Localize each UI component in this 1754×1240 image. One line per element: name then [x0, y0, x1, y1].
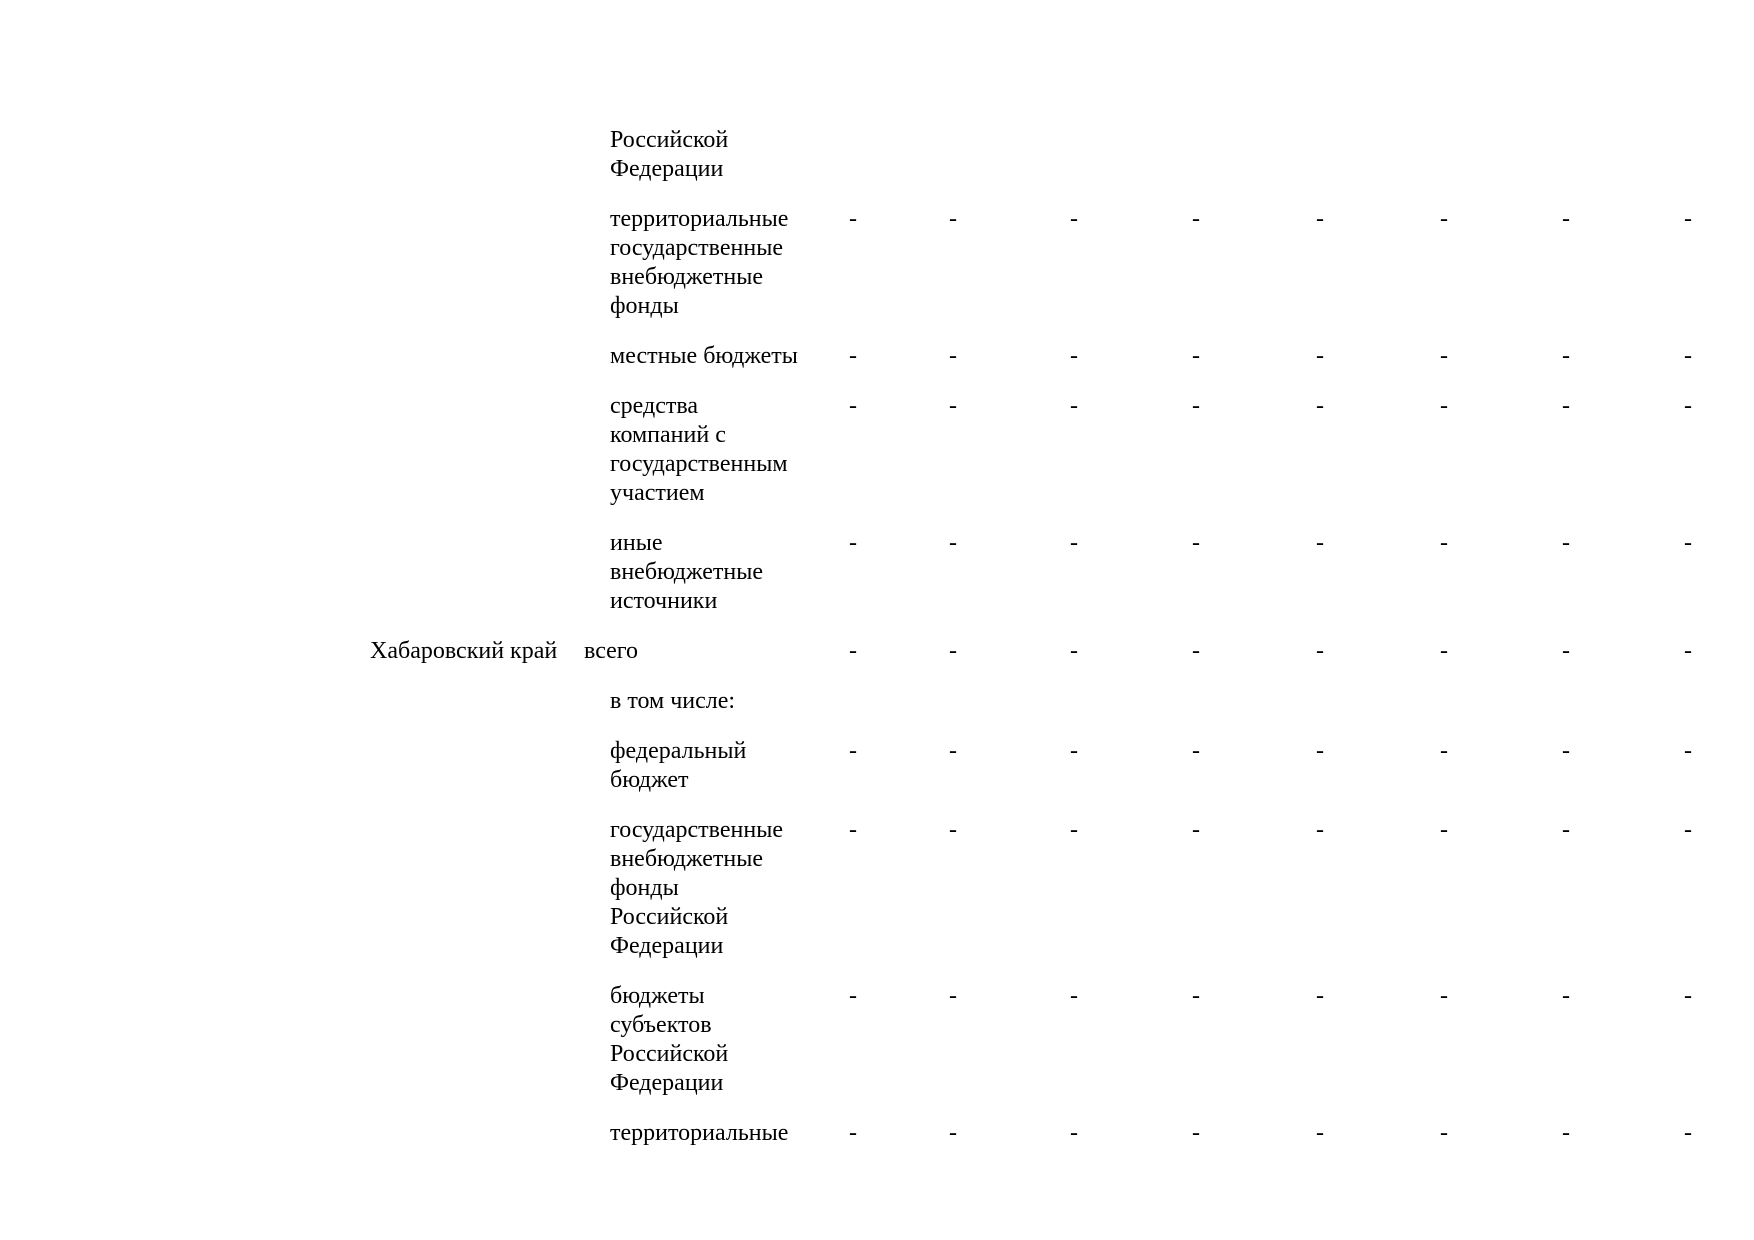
row-label-line: в том числе: — [610, 688, 736, 714]
value-cell: - — [949, 530, 957, 556]
value-cell: - — [949, 393, 957, 419]
row-label-line: территориальные — [610, 1120, 789, 1146]
row-label-line: субъектов — [610, 1012, 712, 1038]
value-cell: - — [849, 1120, 857, 1146]
row-label-line: Федерации — [610, 1070, 724, 1096]
value-cell: - — [1316, 206, 1324, 232]
value-cell: - — [1684, 817, 1692, 843]
region-name: Хабаровский край — [370, 638, 558, 664]
value-cell: - — [1562, 638, 1570, 664]
value-cell: - — [1562, 530, 1570, 556]
value-cell: - — [1316, 530, 1324, 556]
row-label-line: федеральный — [610, 738, 747, 764]
value-cell: - — [1192, 343, 1200, 369]
row-label-line: внебюджетные — [610, 264, 763, 290]
row-label — [610, 816, 1754, 961]
row-label-line: внебюджетные — [610, 559, 763, 585]
value-cell: - — [1192, 983, 1200, 1009]
row-label — [610, 529, 1754, 616]
value-cell: - — [1440, 343, 1448, 369]
value-cell: - — [1684, 983, 1692, 1009]
value-cell: - — [1316, 1120, 1324, 1146]
row-label-line: внебюджетные — [610, 846, 763, 872]
table-row — [0, 342, 1754, 371]
row-label-line: источники — [610, 588, 718, 614]
row-label-line: иные — [610, 530, 663, 556]
table-row — [0, 392, 1754, 508]
table-row — [0, 205, 1754, 321]
table-row — [0, 126, 1754, 184]
value-cell: - — [1562, 343, 1570, 369]
value-cell: - — [849, 393, 857, 419]
value-cell: - — [1070, 530, 1078, 556]
value-cell: - — [1684, 638, 1692, 664]
value-cell: - — [1070, 393, 1078, 419]
value-cell: - — [1192, 393, 1200, 419]
value-cell: - — [1192, 638, 1200, 664]
value-cell: - — [1562, 817, 1570, 843]
table-row — [0, 1119, 1754, 1148]
value-cell: - — [1070, 638, 1078, 664]
row-label-line: Российской — [610, 1041, 729, 1067]
row-label-line: Российской — [610, 127, 729, 153]
row-label-line: всего — [584, 638, 639, 664]
row-label — [610, 205, 1754, 321]
row-label-line: фонды — [610, 293, 679, 319]
value-cell: - — [1192, 738, 1200, 764]
value-cell: - — [849, 817, 857, 843]
value-cell: - — [1316, 817, 1324, 843]
value-cell: - — [1316, 738, 1324, 764]
value-cell: - — [949, 343, 957, 369]
row-label-line: средства — [610, 393, 699, 419]
value-cell: - — [1562, 206, 1570, 232]
value-cell: - — [1070, 983, 1078, 1009]
value-cell: - — [1562, 393, 1570, 419]
value-cell: - — [1440, 1120, 1448, 1146]
value-cell: - — [1192, 817, 1200, 843]
row-label-line: бюджет — [610, 767, 689, 793]
value-cell: - — [1684, 343, 1692, 369]
row-label — [610, 737, 1754, 795]
value-cell: - — [1440, 983, 1448, 1009]
value-cell: - — [1070, 1120, 1078, 1146]
value-cell: - — [1684, 1120, 1692, 1146]
row-label — [584, 637, 1754, 666]
value-cell: - — [949, 983, 957, 1009]
value-cell: - — [1440, 393, 1448, 419]
row-label-line: государственные — [610, 817, 783, 843]
value-cell: - — [1684, 393, 1692, 419]
value-cell: - — [849, 983, 857, 1009]
value-cell: - — [1440, 206, 1448, 232]
value-cell: - — [1562, 1120, 1570, 1146]
value-cell: - — [1316, 983, 1324, 1009]
value-cell: - — [1440, 638, 1448, 664]
value-cell: - — [949, 638, 957, 664]
value-cell: - — [1440, 530, 1448, 556]
table-row — [0, 982, 1754, 1098]
value-cell: - — [1316, 393, 1324, 419]
value-cell: - — [849, 206, 857, 232]
table-row — [0, 637, 1754, 666]
value-cell: - — [849, 638, 857, 664]
value-cell: - — [1192, 530, 1200, 556]
row-label-line: государственным — [610, 451, 788, 477]
value-cell: - — [1316, 638, 1324, 664]
value-cell: - — [849, 738, 857, 764]
row-label-line: Федерации — [610, 933, 724, 959]
table-row — [0, 816, 1754, 961]
value-cell: - — [1684, 206, 1692, 232]
row-label-line: Федерации — [610, 156, 724, 182]
table-row — [0, 737, 1754, 795]
row-label — [610, 982, 1754, 1098]
row-label-line: участием — [610, 480, 705, 506]
row-label — [610, 687, 1754, 716]
row-label-line: местные бюджеты — [610, 343, 798, 369]
value-cell: - — [1684, 530, 1692, 556]
value-cell: - — [949, 1120, 957, 1146]
value-cell: - — [1070, 817, 1078, 843]
value-cell: - — [1070, 738, 1078, 764]
row-label-line: Российской — [610, 904, 729, 930]
value-cell: - — [1070, 343, 1078, 369]
value-cell: - — [849, 343, 857, 369]
table-body — [0, 126, 1754, 1169]
value-cell: - — [949, 206, 957, 232]
row-label — [610, 342, 1754, 371]
row-label-line: компаний с — [610, 422, 726, 448]
row-label-line: государственные — [610, 235, 783, 261]
row-label-line: фонды — [610, 875, 679, 901]
row-label-line: территориальные — [610, 206, 789, 232]
value-cell: - — [1684, 738, 1692, 764]
value-cell: - — [949, 738, 957, 764]
value-cell: - — [1316, 343, 1324, 369]
row-label-line: бюджеты — [610, 983, 705, 1009]
value-cell: - — [849, 530, 857, 556]
value-cell: - — [949, 817, 957, 843]
row-label — [610, 392, 1754, 508]
table-row — [0, 687, 1754, 716]
value-cell: - — [1070, 206, 1078, 232]
value-cell: - — [1440, 817, 1448, 843]
value-cell: - — [1562, 983, 1570, 1009]
value-cell: - — [1440, 738, 1448, 764]
value-cell: - — [1192, 206, 1200, 232]
row-label — [610, 126, 1754, 184]
table-row — [0, 529, 1754, 616]
value-cell: - — [1192, 1120, 1200, 1146]
row-label — [610, 1119, 1754, 1148]
value-cell: - — [1562, 738, 1570, 764]
